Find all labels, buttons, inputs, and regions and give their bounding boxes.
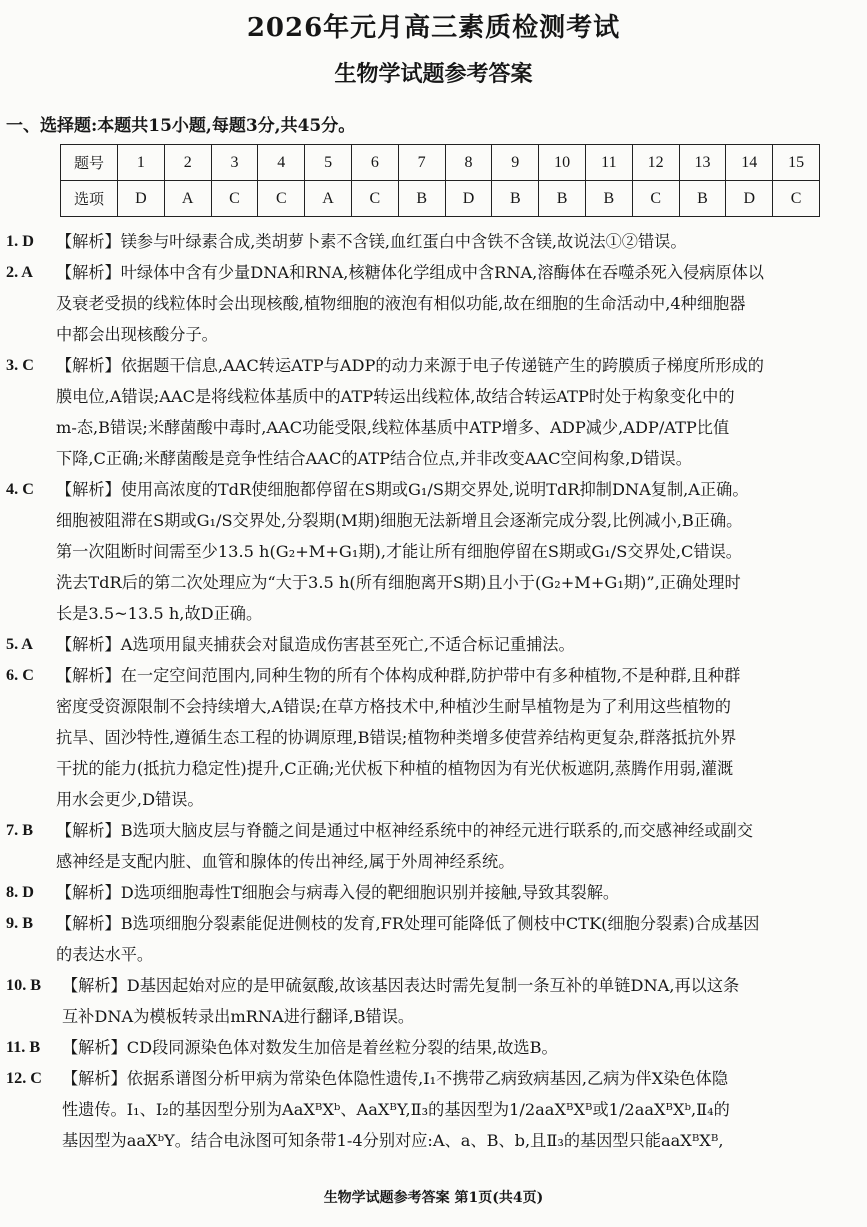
explanation-line: 【解析】D基因起始对应的是甲硫氨酸,故该基因表达时需先复制一条互补的单链DNA,再以这条 bbox=[62, 976, 740, 995]
answer-choice-cell: C bbox=[258, 181, 305, 217]
answer-choice-cell: B bbox=[492, 181, 539, 217]
question-number-cell: 3 bbox=[211, 145, 258, 181]
question-number-cell: 6 bbox=[351, 145, 398, 181]
answer-label: 11. B bbox=[6, 1038, 41, 1056]
explanation-line: 膜电位,A错误;AAC是将线粒体基质中的ATP转运出线粒体,故结合转运ATP时处于构象变化中的 bbox=[56, 387, 735, 406]
answer-choice-cell: B bbox=[585, 181, 632, 217]
question-number-cell: 4 bbox=[258, 145, 305, 181]
answer-table bbox=[60, 144, 820, 217]
answer-choice-cell: C bbox=[632, 181, 679, 217]
answer-choice-cell: A bbox=[164, 181, 211, 217]
answer-label: 4. C bbox=[6, 480, 34, 498]
explanation-line: 及衰老受损的线粒体时会出现核酸,植物细胞的液泡有相似功能,故在细胞的生命活动中,4种细胞器 bbox=[56, 294, 746, 313]
explanation-line: 感神经是支配内脏、血管和腺体的传出神经,属于外周神经系统。 bbox=[56, 852, 515, 871]
answer-item bbox=[6, 629, 867, 660]
explanation-line: 【解析】使用高浓度的TdR使细胞都停留在S期或G₁/S期交界处,说明TdR抑制DNA复制,A正确。 bbox=[56, 480, 749, 499]
explanation-line: 密度受资源限制不会持续增大,A错误;在草方格技术中,种植沙生耐旱植物是为了利用这些植物的 bbox=[56, 697, 731, 716]
answer-item bbox=[6, 474, 867, 629]
answer-label: 10. B bbox=[6, 976, 42, 994]
answer-explanations bbox=[6, 226, 867, 1156]
answer-label: 7. B bbox=[6, 821, 33, 839]
answer-label: 2. A bbox=[6, 263, 33, 281]
explanation-line: 互补DNA为模板转录出mRNA进行翻译,B错误。 bbox=[62, 1007, 415, 1026]
question-number-cell: 10 bbox=[539, 145, 586, 181]
answer-choice-cell: B bbox=[679, 181, 726, 217]
explanation-line: 【解析】在一定空间范围内,同种生物的所有个体构成种群,防护带中有多种植物,不是种群,且种群 bbox=[56, 666, 741, 685]
answer-item bbox=[6, 660, 867, 815]
explanation-line: 【解析】B选项细胞分裂素能促进侧枝的发育,FR处理可能降低了侧枝中CTK(细胞分裂素)合成基因 bbox=[56, 914, 760, 933]
question-number-cell: 8 bbox=[445, 145, 492, 181]
explanation-line: 【解析】B选项大脑皮层与脊髓之间是通过中枢神经系统中的神经元进行联系的,而交感神经或副交 bbox=[56, 821, 753, 840]
section-heading: 一、选择题:本题共15小题,每题3分,共45分。 bbox=[6, 116, 356, 136]
answer-item bbox=[6, 350, 867, 474]
answer-choice-row bbox=[61, 181, 820, 217]
question-number-cell: 5 bbox=[305, 145, 352, 181]
page-footer: 生物学试题参考答案 第1页(共4页) bbox=[323, 1190, 544, 1206]
explanation-line: 干扰的能力(抵抗力稳定性)提升,C正确;光伏板下种植的植物因为有光伏板遮阴,蒸腾作用弱,灌溉 bbox=[56, 759, 734, 778]
answer-choice-cell: C bbox=[773, 181, 820, 217]
explanation-line: 洗去TdR后的第二次处理应为“大于3.5 h(所有细胞离开S期)且小于(G₂+M+G₁期)”,正确处理时 bbox=[56, 573, 741, 592]
answer-choice-cell: B bbox=[398, 181, 445, 217]
answer-choice-cell: D bbox=[726, 181, 773, 217]
answer-choice-cell: B bbox=[539, 181, 586, 217]
row-label-choice: 选项 bbox=[61, 181, 118, 217]
explanation-line: 细胞被阻滞在S期或G₁/S交界处,分裂期(M期)细胞无法新增且会逐渐完成分裂,比例减小,B正确。 bbox=[56, 511, 743, 530]
answer-label: 5. A bbox=[6, 635, 33, 653]
explanation-line: 【解析】叶绿体中含有少量DNA和RNA,核糖体化学组成中含RNA,溶酶体在吞噬杀死入侵病原体以 bbox=[56, 263, 764, 282]
page-subtitle: 生物学试题参考答案 bbox=[334, 61, 533, 87]
page-title: 2026年元月高三素质检测考试 bbox=[246, 13, 621, 43]
question-number-cell: 11 bbox=[585, 145, 632, 181]
answer-label: 6. C bbox=[6, 666, 34, 684]
question-number-cell: 1 bbox=[118, 145, 165, 181]
answer-item bbox=[6, 1032, 867, 1063]
answer-item bbox=[6, 226, 867, 257]
explanation-line: 用水会更少,D错误。 bbox=[56, 790, 204, 809]
question-number-cell: 2 bbox=[164, 145, 211, 181]
answer-label: 1. D bbox=[6, 232, 34, 250]
question-number-cell: 12 bbox=[632, 145, 679, 181]
question-number-cell: 7 bbox=[398, 145, 445, 181]
answer-choice-cell: A bbox=[305, 181, 352, 217]
answer-item bbox=[6, 1063, 867, 1156]
answer-label: 9. B bbox=[6, 914, 33, 932]
explanation-line: 【解析】D选项细胞毒性T细胞会与病毒入侵的靶细胞识别并接触,导致其裂解。 bbox=[56, 883, 620, 902]
explanation-line: 【解析】CD段同源染色体对数发生加倍是着丝粒分裂的结果,故选B。 bbox=[62, 1038, 558, 1057]
answer-choice-cell: D bbox=[118, 181, 165, 217]
explanation-line: 下降,C正确;米酵菌酸是竞争性结合AAC的ATP结合位点,并非改变AAC空间构象,D错误。 bbox=[56, 449, 692, 468]
explanation-line: 【解析】A选项用鼠夹捕获会对鼠造成伤害甚至死亡,不适合标记重捕法。 bbox=[56, 635, 575, 654]
explanation-line: 【解析】依据题干信息,AAC转运ATP与ADP的动力来源于电子传递链产生的跨膜质子梯度所形成的 bbox=[56, 356, 764, 375]
explanation-line: 的表达水平。 bbox=[56, 945, 154, 964]
explanation-line: 抗旱、固沙特性,遵循生态工程的协调原理,B错误;植物种类增多使营养结构更复杂,群落抵抗外界 bbox=[56, 728, 737, 747]
answer-label: 8. D bbox=[6, 883, 34, 901]
question-number-cell: 9 bbox=[492, 145, 539, 181]
question-number-row bbox=[61, 145, 820, 181]
explanation-line: 基因型为aaXᵇY。结合电泳图可知条带1-4分别对应:A、a、B、b,且Ⅱ₃的基因型只能aaXᴮXᴮ, bbox=[62, 1131, 724, 1150]
explanation-line: m-态,B错误;米酵菌酸中毒时,AAC功能受限,线粒体基质中ATP增多、ADP减少,ADP/ATP比值 bbox=[56, 418, 730, 437]
answer-item bbox=[6, 877, 867, 908]
answer-item bbox=[6, 908, 867, 970]
explanation-line: 第一次阻断时间需至少13.5 h(G₂+M+G₁期),才能让所有细胞停留在S期或G₁/S交界处,C错误。 bbox=[56, 542, 742, 561]
answer-label: 12. C bbox=[6, 1069, 42, 1087]
explanation-line: 中都会出现核酸分子。 bbox=[56, 325, 218, 344]
question-number-cell: 14 bbox=[726, 145, 773, 181]
explanation-line: 性遗传。Ⅰ₁、Ⅰ₂的基因型分别为AaXᴮXᵇ、AaXᴮY,Ⅱ₃的基因型为1/2aaXᴮXᴮ或1/2aaXᴮXᵇ,Ⅱ₄的 bbox=[62, 1100, 730, 1119]
answer-choice-cell: D bbox=[445, 181, 492, 217]
question-number-cell: 15 bbox=[773, 145, 820, 181]
answer-item bbox=[6, 970, 867, 1032]
answer-choice-cell: C bbox=[351, 181, 398, 217]
explanation-line: 【解析】镁参与叶绿素合成,类胡萝卜素不含镁,血红蛋白中含铁不含镁,故说法①②错误。 bbox=[56, 232, 687, 251]
explanation-line: 【解析】依据系谱图分析甲病为常染色体隐性遗传,Ⅰ₁不携带乙病致病基因,乙病为伴X染色体隐 bbox=[62, 1069, 729, 1088]
answer-item bbox=[6, 257, 867, 350]
row-label-number: 题号 bbox=[61, 145, 118, 181]
answer-item bbox=[6, 815, 867, 877]
answer-choice-cell: C bbox=[211, 181, 258, 217]
question-number-cell: 13 bbox=[679, 145, 726, 181]
answer-label: 3. C bbox=[6, 356, 34, 374]
explanation-line: 长是3.5~13.5 h,故D正确。 bbox=[56, 604, 263, 623]
